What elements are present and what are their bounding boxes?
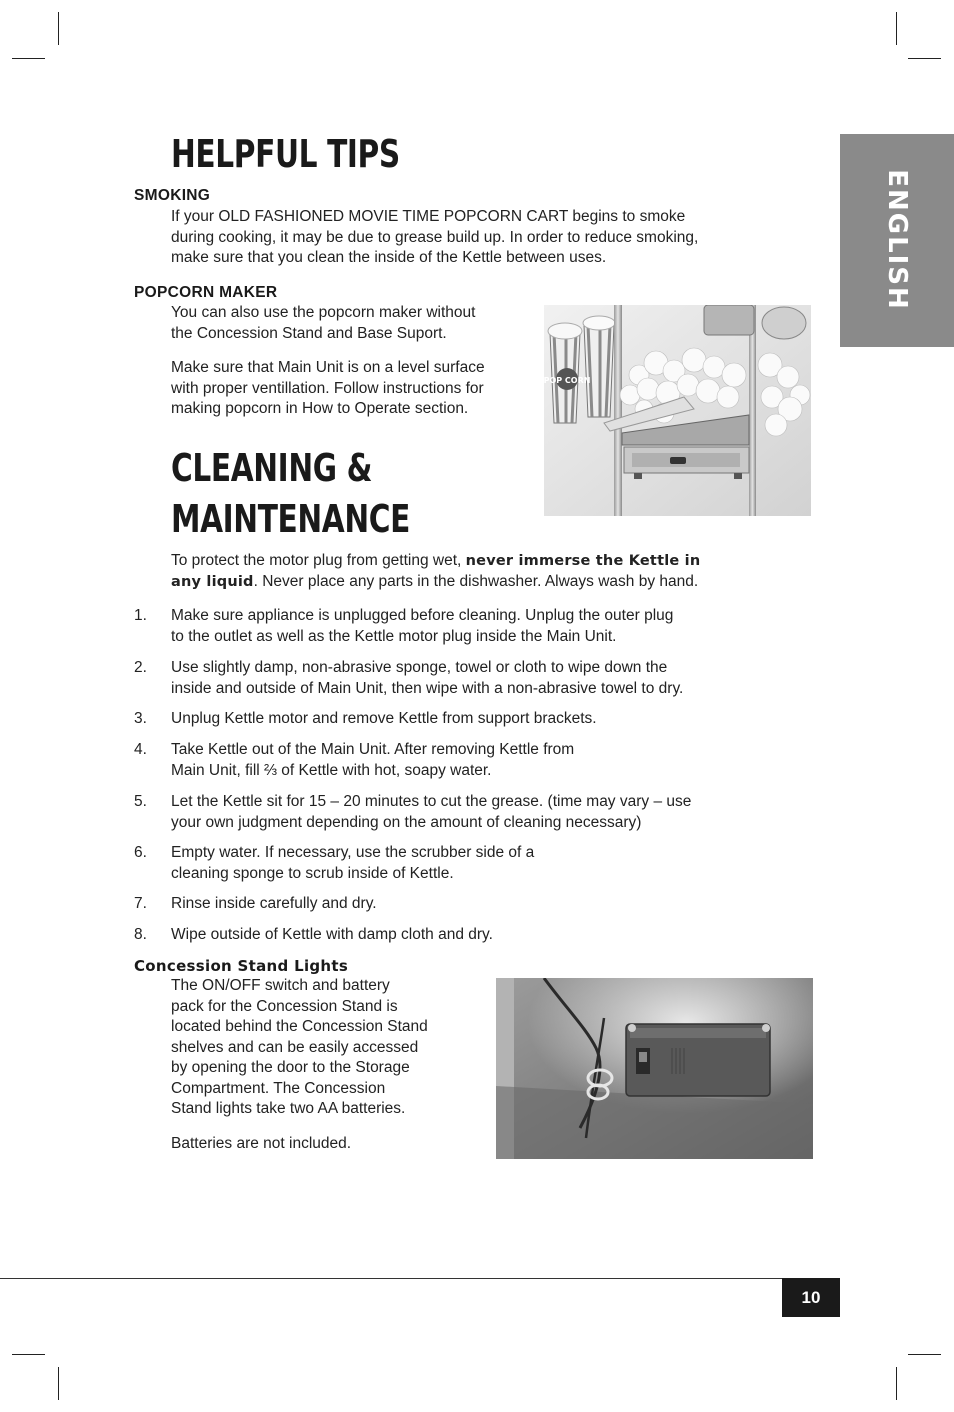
popcorn-maker-paragraph-2 <box>171 358 541 420</box>
popcorn-maker-paragraph-1 <box>171 303 541 344</box>
step-text <box>171 843 811 884</box>
text-line: inside and outside of Main Unit, then wipe with a non-abrasive towel to dry. <box>171 679 684 697</box>
text-line: located behind the Concession Stand <box>171 1018 428 1035</box>
crop-mark <box>58 1367 59 1400</box>
text-line: cleaning sponge to scrub inside of Kettle. <box>171 864 454 882</box>
text-line: make sure that you clean the inside of the Kettle between uses. <box>171 249 607 266</box>
step-number: 6. <box>134 844 147 861</box>
text-line: If your OLD FASHIONED MOVIE TIME POPCORN CART begins to smoke <box>171 208 686 225</box>
step-number: 2. <box>134 659 147 676</box>
text-line: Empty water. If necessary, use the scrubber side of a <box>171 844 535 861</box>
crop-mark <box>12 1354 45 1355</box>
text-line: during cooking, it may be due to grease build up. In order to reduce smoking, <box>171 228 699 246</box>
text-line: Let the Kettle sit for 15 – 20 minutes to cut the grease. (time may vary – use <box>171 793 692 810</box>
language-tab <box>840 134 954 347</box>
intro-warning: any liquid <box>171 573 254 590</box>
lights-paragraph-2: Batteries are not included. <box>171 1135 352 1152</box>
text-line: Unplug Kettle motor and remove Kettle from support brackets. <box>171 710 597 727</box>
step-text <box>171 606 811 647</box>
crop-mark <box>896 1367 897 1400</box>
text-line: Compartment. The Concession <box>171 1079 386 1097</box>
crop-mark <box>58 12 59 45</box>
step-number: 1. <box>134 607 147 624</box>
step-text <box>171 792 811 833</box>
step-text <box>171 894 811 915</box>
text-line: Stand lights take two AA batteries. <box>171 1100 406 1117</box>
text-line <box>171 572 811 593</box>
text-line: Make sure that Main Unit is on a level surface <box>171 359 485 376</box>
text-line <box>171 551 811 572</box>
text-line: to the outlet as well as the Kettle motor plug inside the Main Unit. <box>171 627 617 645</box>
text-line: Make sure appliance is unplugged before cleaning. Unplug the outer plug <box>171 607 674 624</box>
text-line: with proper ventillation. Follow instructions for <box>171 379 484 397</box>
step-text <box>171 925 811 946</box>
crop-mark <box>908 58 941 59</box>
step-number: 7. <box>134 895 147 912</box>
lights-heading: Concession Stand Lights <box>134 957 349 975</box>
text-line: the Concession Stand and Base Suport. <box>171 324 447 342</box>
intro-text: To protect the motor plug from getting wet, <box>171 552 466 569</box>
text-line: by opening the door to the Storage <box>171 1059 410 1076</box>
crop-mark <box>12 58 45 59</box>
intro-text: . Never place any parts in the dishwasher. Always wash by hand. <box>253 572 699 590</box>
text-line: Wipe outside of Kettle with damp cloth and dry. <box>171 926 493 943</box>
cleaning-title-line-2: MAINTENANCE <box>171 497 410 541</box>
battery-pack-illustration <box>496 978 813 1159</box>
popcorn-machine-photo <box>544 305 811 516</box>
popcorn-maker-heading: POPCORN MAKER <box>134 284 278 301</box>
footer-rule <box>0 1278 840 1279</box>
smoking-paragraph <box>171 207 811 269</box>
text-line: You can also use the popcorn maker without <box>171 304 476 321</box>
popcorn-cup-label: POP CORN <box>544 376 591 385</box>
helpful-tips-title: HELPFUL TIPS <box>171 132 400 176</box>
step-text <box>171 740 811 781</box>
text-line: pack for the Concession Stand is <box>171 997 398 1015</box>
page-number: 10 <box>782 1278 840 1317</box>
cleaning-title-line-1: CLEANING & <box>171 446 373 490</box>
intro-warning: never immerse the Kettle in <box>465 553 701 569</box>
lights-paragraph-1 <box>171 976 481 1120</box>
text-line: Use slightly damp, non-abrasive sponge, towel or cloth to wipe down the <box>171 659 668 676</box>
text-line: your own judgment depending on the amount of cleaning necessary) <box>171 813 642 831</box>
smoking-heading: SMOKING <box>134 187 211 204</box>
text-line: The ON/OFF switch and battery <box>171 977 390 994</box>
step-number: 4. <box>134 741 147 758</box>
text-line: Main Unit, fill ⅔ of Kettle with hot, soapy water. <box>171 761 492 779</box>
step-number: 3. <box>134 710 147 727</box>
text-line: Rinse inside carefully and dry. <box>171 895 377 912</box>
step-text <box>171 709 811 730</box>
crop-mark <box>896 12 897 45</box>
popcorn-machine-illustration <box>544 305 811 516</box>
text-line: shelves and can be easily accessed <box>171 1038 419 1056</box>
crop-mark <box>908 1354 941 1355</box>
step-number: 8. <box>134 926 147 943</box>
text-line: making popcorn in How to Operate section. <box>171 400 469 417</box>
cleaning-intro <box>171 551 811 592</box>
step-number: 5. <box>134 793 147 810</box>
text-line: Take Kettle out of the Main Unit. After removing Kettle from <box>171 741 575 758</box>
step-text <box>171 658 811 699</box>
language-tab-label: ENGLISH <box>882 169 912 311</box>
battery-pack-photo <box>496 978 813 1159</box>
